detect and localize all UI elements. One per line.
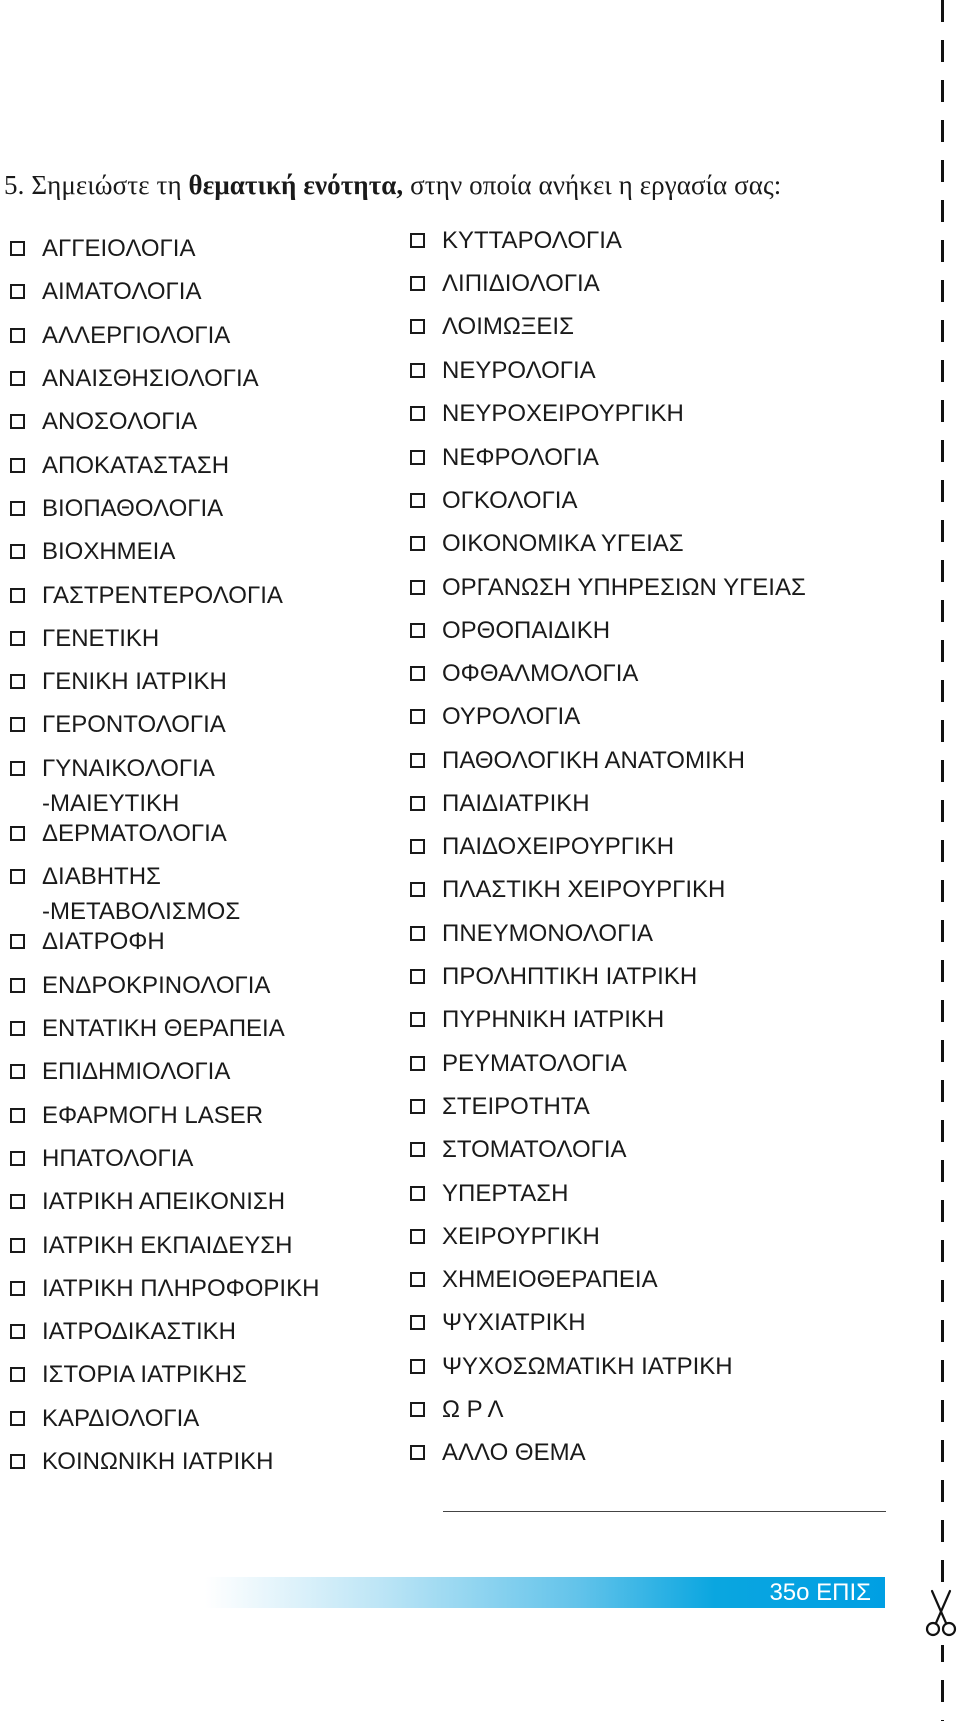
topic-option-label: ΝΕΥΡΟΛΟΓΙΑ xyxy=(442,357,596,384)
topic-option-text xyxy=(442,570,806,605)
topic-option-text xyxy=(442,613,610,648)
checkbox[interactable] xyxy=(10,978,25,993)
topic-option-label: ΑΝΟΣΟΛΟΓΙΑ xyxy=(42,408,198,435)
topic-option-label: ΟΦΘΑΛΜΟΛΟΓΙΑ xyxy=(442,660,639,687)
topic-option-label: ΕΦΑΡΜΟΓΗ LASER xyxy=(42,1102,264,1129)
topic-option[interactable] xyxy=(410,1046,627,1081)
topic-option-text xyxy=(42,1271,319,1306)
topic-option-label: ΟΡΓΑΝΩΣΗ ΥΠΗΡΕΣΙΩΝ ΥΓΕΙΑΣ xyxy=(442,574,806,601)
topic-option-text xyxy=(442,916,653,951)
topic-option-label: ΒΙΟΧΗΜΕΙΑ xyxy=(42,538,176,565)
topic-option-label: ΙΣΤΟΡΙΑ ΙΑΤΡΙΚΗΣ xyxy=(42,1361,247,1388)
topic-option[interactable] xyxy=(10,1011,285,1046)
topic-option-label: ΕΝΤΑΤΙΚΗ ΘΕΡΑΠΕΙΑ xyxy=(42,1015,285,1042)
topic-option-label: ΓΕΡΟΝΤΟΛΟΓΙΑ xyxy=(42,711,226,738)
topic-option-text xyxy=(442,440,599,475)
question-text xyxy=(4,170,781,201)
checkbox[interactable] xyxy=(410,580,425,595)
checkbox[interactable] xyxy=(10,371,25,386)
topic-option[interactable] xyxy=(10,859,240,929)
checkbox[interactable] xyxy=(410,882,425,897)
topic-option-text xyxy=(442,1219,600,1254)
topic-option-label: ΠΑΘΟΛΟΓΙΚΗ ΑΝΑΤΟΜΙΚΗ xyxy=(442,747,745,774)
topic-option-text xyxy=(42,1098,263,1133)
topic-option-text xyxy=(442,396,684,431)
checkbox[interactable] xyxy=(10,1367,25,1382)
topic-option[interactable] xyxy=(410,1349,733,1384)
topic-option[interactable] xyxy=(10,1314,236,1349)
topic-option[interactable] xyxy=(410,1219,600,1254)
topic-option[interactable] xyxy=(410,656,638,691)
checkbox[interactable] xyxy=(10,544,25,559)
topic-option[interactable] xyxy=(410,1176,568,1211)
topic-option-label: ΑΙΜΑΤΟΛΟΓΙΑ xyxy=(42,278,202,305)
topic-option[interactable] xyxy=(10,1184,285,1219)
checkbox[interactable] xyxy=(10,1238,25,1253)
topic-option[interactable] xyxy=(10,1228,292,1263)
topic-option[interactable] xyxy=(410,786,590,821)
checkbox[interactable] xyxy=(410,1402,425,1417)
topic-option-label-continued: -ΜΑΙΕΥΤΙΚΗ xyxy=(42,790,180,817)
checkbox[interactable] xyxy=(10,1151,25,1166)
topic-option[interactable] xyxy=(410,526,684,561)
topic-option-text xyxy=(42,1054,230,1089)
checkbox[interactable] xyxy=(410,796,425,811)
topic-option-label: ΠΥΡΗΝΙΚΗ ΙΑΤΡΙΚΗ xyxy=(442,1006,665,1033)
topic-option-text xyxy=(442,1349,733,1384)
topic-option-label: ΨΥΧΙΑΤΡΙΚΗ xyxy=(442,1309,586,1336)
checkbox[interactable] xyxy=(410,1315,425,1330)
topic-option[interactable] xyxy=(10,578,283,613)
topic-option-label: ΛΟΙΜΩΞΕΙΣ xyxy=(442,313,574,340)
topic-option-text xyxy=(42,621,159,656)
topic-option[interactable] xyxy=(10,274,201,309)
topic-option-label: ΠΡΟΛΗΠΤΙΚΗ ΙΑΤΡΙΚΗ xyxy=(442,963,698,990)
checkbox[interactable] xyxy=(10,1281,25,1296)
topic-option-text xyxy=(42,1357,247,1392)
topic-option-text xyxy=(442,223,622,258)
topic-option[interactable] xyxy=(10,231,195,266)
topic-option-label: ΙΑΤΡΙΚΗ ΑΠΕΙΚΟΝΙΣΗ xyxy=(42,1188,286,1215)
topic-option-label-continued: -ΜΕΤΑΒΟΛΙΣΜΟΣ xyxy=(42,898,241,925)
checkbox[interactable] xyxy=(10,1108,25,1123)
checkbox[interactable] xyxy=(410,969,425,984)
topic-option-text xyxy=(42,491,223,526)
topic-option[interactable] xyxy=(410,1262,658,1297)
topic-option[interactable] xyxy=(10,664,227,699)
topic-option[interactable] xyxy=(410,699,580,734)
checkbox[interactable] xyxy=(410,406,425,421)
checkbox[interactable] xyxy=(410,623,425,638)
topic-option-text xyxy=(442,1305,586,1340)
checkbox[interactable] xyxy=(10,458,25,473)
topic-option-text xyxy=(442,266,600,301)
topic-option[interactable] xyxy=(410,1435,586,1470)
topic-option-label: ΚΥΤΤΑΡΟΛΟΓΙΑ xyxy=(442,227,622,254)
checkbox[interactable] xyxy=(410,493,425,508)
topic-option-text xyxy=(42,1184,285,1219)
topic-option[interactable] xyxy=(410,440,599,475)
checkbox[interactable] xyxy=(10,674,25,689)
topic-option-label: ΝΕΥΡΟΧΕΙΡΟΥΡΓΙΚΗ xyxy=(442,400,684,427)
topic-option-text xyxy=(442,786,590,821)
checkbox[interactable] xyxy=(10,1194,25,1209)
topic-option-label: ΚΑΡΔΙΟΛΟΓΙΑ xyxy=(42,1405,200,1432)
checkbox[interactable] xyxy=(10,1324,25,1339)
checkbox[interactable] xyxy=(410,926,425,941)
topic-option-text xyxy=(42,1314,236,1349)
topic-option-label: ΑΝΑΙΣΘΗΣΙΟΛΟΓΙΑ xyxy=(42,365,259,392)
topic-option-text xyxy=(42,707,226,742)
topic-option[interactable] xyxy=(410,1392,504,1427)
topic-option[interactable] xyxy=(10,1098,263,1133)
topic-option[interactable] xyxy=(10,1444,273,1479)
checkbox[interactable] xyxy=(410,536,425,551)
topic-option-text xyxy=(442,959,697,994)
topic-option-label: ΓΕΝΕΤΙΚΗ xyxy=(42,625,160,652)
checkbox[interactable] xyxy=(410,363,425,378)
topic-option[interactable] xyxy=(410,743,745,778)
topic-option-text xyxy=(42,1011,285,1046)
topic-option[interactable] xyxy=(410,396,684,431)
topic-option-text xyxy=(442,526,684,561)
topic-option-label: ΓΥΝΑΙΚΟΛΟΓΙΑ xyxy=(42,755,215,782)
topic-option[interactable] xyxy=(410,309,574,344)
topic-option[interactable] xyxy=(10,751,215,821)
topic-option-text xyxy=(42,578,283,613)
topic-option[interactable] xyxy=(410,223,622,258)
checkbox[interactable] xyxy=(10,501,25,516)
topic-option-text xyxy=(442,1435,586,1470)
topic-option[interactable] xyxy=(410,959,697,994)
topic-option-text xyxy=(442,1002,664,1037)
topic-option-text xyxy=(442,309,574,344)
checkbox[interactable] xyxy=(410,1142,425,1157)
topic-option-text xyxy=(42,274,201,309)
topic-option-text xyxy=(42,751,215,821)
topic-option[interactable] xyxy=(10,361,259,396)
topic-option-label: ΝΕΦΡΟΛΟΓΙΑ xyxy=(442,444,599,471)
checkbox[interactable] xyxy=(410,1099,425,1114)
topic-option[interactable] xyxy=(10,1271,319,1306)
footer-label: 35ο ΕΠΙΣ xyxy=(769,1579,871,1606)
checkbox[interactable] xyxy=(10,414,25,429)
topic-option-text xyxy=(42,1444,273,1479)
topic-option-label: ΓΕΝΙΚΗ ΙΑΤΡΙΚΗ xyxy=(42,668,227,695)
checkbox[interactable] xyxy=(410,1359,425,1374)
checkbox[interactable] xyxy=(10,1064,25,1079)
topic-option-text xyxy=(442,1392,504,1427)
topic-option-text xyxy=(42,924,165,959)
topic-option-text xyxy=(42,404,197,439)
checkbox[interactable] xyxy=(410,1012,425,1027)
topic-option[interactable] xyxy=(410,872,725,907)
question-text-before: Σημειώστε τη xyxy=(31,170,182,200)
checkbox[interactable] xyxy=(410,1445,425,1460)
topic-option[interactable] xyxy=(10,318,230,353)
topic-option-label: ΒΙΟΠΑΘΟΛΟΓΙΑ xyxy=(42,495,224,522)
question-text-after: στην οποία ανήκει η εργασία σας: xyxy=(410,170,782,200)
topic-option-label: ΟΙΚΟΝΟΜΙΚΑ ΥΓΕΙΑΣ xyxy=(442,530,684,557)
topic-option-label: ΥΠΕΡΤΑΣΗ xyxy=(442,1180,569,1207)
topic-option-label: ΔΕΡΜΑΤΟΛΟΓΙΑ xyxy=(42,820,227,847)
topic-option-label: Ω Ρ Λ xyxy=(442,1396,504,1423)
topic-option-label: ΔΙΑΤΡΟΦΗ xyxy=(42,928,165,955)
checkbox[interactable] xyxy=(410,1272,425,1287)
topic-option[interactable] xyxy=(410,613,610,648)
topic-option[interactable] xyxy=(10,534,175,569)
topic-option-text xyxy=(442,656,638,691)
topic-option-text xyxy=(42,448,229,483)
checkbox[interactable] xyxy=(10,631,25,646)
topic-option-label: ΔΙΑΒΗΤΗΣ xyxy=(42,863,161,890)
checkbox[interactable] xyxy=(10,869,25,884)
topic-option[interactable] xyxy=(10,968,270,1003)
topic-option-text xyxy=(442,1089,590,1124)
topic-option-text xyxy=(42,816,227,851)
topic-option-text xyxy=(442,743,745,778)
topic-option-label: ΚΟΙΝΩΝΙΚΗ ΙΑΤΡΙΚΗ xyxy=(42,1448,274,1475)
topic-option[interactable] xyxy=(410,1002,664,1037)
topic-option-label: ΛΙΠΙΔΙΟΛΟΓΙΑ xyxy=(442,270,600,297)
topic-option-text xyxy=(42,1228,292,1263)
topic-option[interactable] xyxy=(10,621,159,656)
topic-option-text xyxy=(42,968,270,1003)
topic-option-text xyxy=(442,829,674,864)
checkbox[interactable] xyxy=(410,233,425,248)
topic-option-label: ΣΤΕΙΡΟΤΗΤΑ xyxy=(442,1093,590,1120)
checkbox[interactable] xyxy=(410,1229,425,1244)
topic-option-label: ΙΑΤΡΟΔΙΚΑΣΤΙΚΗ xyxy=(42,1318,236,1345)
topic-option[interactable] xyxy=(10,1401,199,1436)
topic-option-label: ΡΕΥΜΑΤΟΛΟΓΙΑ xyxy=(442,1050,627,1077)
topic-option-text xyxy=(442,699,580,734)
checkbox[interactable] xyxy=(410,319,425,334)
topic-option[interactable] xyxy=(410,829,674,864)
topic-option[interactable] xyxy=(10,404,197,439)
topic-option-label: ΟΡΘΟΠΑΙΔΙΚΗ xyxy=(442,617,611,644)
question-emphasis: θεματική ενότητα, xyxy=(188,170,404,200)
topic-option-text xyxy=(442,1046,627,1081)
topic-option-label: ΠΛΑΣΤΙΚΗ ΧΕΙΡΟΥΡΓΙΚΗ xyxy=(442,876,726,903)
checkbox[interactable] xyxy=(410,753,425,768)
topic-option[interactable] xyxy=(410,353,596,388)
topic-option-label: ΟΥΡΟΛΟΓΙΑ xyxy=(442,703,581,730)
checkbox[interactable] xyxy=(10,588,25,603)
topic-option[interactable] xyxy=(410,483,577,518)
checkbox[interactable] xyxy=(10,241,25,256)
topic-option-label: ΑΛΛΟ ΘΕΜΑ xyxy=(442,1439,586,1466)
topic-option[interactable] xyxy=(410,1132,627,1167)
topic-option-label: ΙΑΤΡΙΚΗ ΕΚΠΑΙΔΕΥΣΗ xyxy=(42,1232,293,1259)
cut-line xyxy=(941,0,944,1721)
topic-option[interactable] xyxy=(10,1357,247,1392)
topic-option-label: ΨΥΧΟΣΩΜΑΤΙΚΗ ΙΑΤΡΙΚΗ xyxy=(442,1353,733,1380)
topic-option-text xyxy=(42,1401,199,1436)
topic-option-text xyxy=(42,859,240,929)
topic-option-label: ΙΑΤΡΙΚΗ ΠΛΗΡΟΦΟΡΙΚΗ xyxy=(42,1275,320,1302)
topic-option-label: ΑΓΓΕΙΟΛΟΓΙΑ xyxy=(42,235,196,262)
topic-option-label: ΠΑΙΔΙΑΤΡΙΚΗ xyxy=(442,790,590,817)
topic-option[interactable] xyxy=(410,1089,590,1124)
topic-option-text xyxy=(42,361,259,396)
topic-option-label: ΗΠΑΤΟΛΟΓΙΑ xyxy=(42,1145,194,1172)
checkbox[interactable] xyxy=(10,1021,25,1036)
checkbox[interactable] xyxy=(10,1454,25,1469)
other-topic-write-line[interactable] xyxy=(443,1511,886,1512)
topic-option-text xyxy=(42,231,195,266)
topic-option[interactable] xyxy=(10,707,226,742)
topic-option-text xyxy=(42,534,175,569)
topic-option[interactable] xyxy=(410,266,600,301)
checkbox[interactable] xyxy=(10,717,25,732)
checkbox[interactable] xyxy=(10,826,25,841)
topic-option-label: ΟΓΚΟΛΟΓΙΑ xyxy=(442,487,578,514)
question-number: 5. xyxy=(4,170,25,200)
topic-option[interactable] xyxy=(410,916,653,951)
topic-option-text xyxy=(442,872,725,907)
topic-option[interactable] xyxy=(10,1141,193,1176)
checkbox[interactable] xyxy=(10,328,25,343)
topic-option-label: ΠΝΕΥΜΟΝΟΛΟΓΙΑ xyxy=(442,920,653,947)
topic-option[interactable] xyxy=(410,570,806,605)
topic-option-label: ΧΗΜΕΙΟΘΕΡΑΠΕΙΑ xyxy=(442,1266,658,1293)
footer-banner xyxy=(205,1577,885,1608)
topic-option-label: ΠΑΙΔΟΧΕΙΡΟΥΡΓΙΚΗ xyxy=(442,833,675,860)
topic-option-text xyxy=(442,1132,627,1167)
topic-option-text xyxy=(442,1176,568,1211)
topic-option-label: ΧΕΙΡΟΥΡΓΙΚΗ xyxy=(442,1223,600,1250)
checkbox[interactable] xyxy=(410,1056,425,1071)
topic-option-label: ΑΛΛΕΡΓΙΟΛΟΓΙΑ xyxy=(42,322,231,349)
topic-option-text xyxy=(442,483,577,518)
topic-option[interactable] xyxy=(10,491,223,526)
topic-option-text xyxy=(42,318,230,353)
topic-option[interactable] xyxy=(10,1054,230,1089)
topic-option-label: ΣΤΟΜΑΤΟΛΟΓΙΑ xyxy=(442,1136,627,1163)
topic-option-label: ΕΠΙΔΗΜΙΟΛΟΓΙΑ xyxy=(42,1058,231,1085)
topic-option-text xyxy=(42,1141,193,1176)
checkbox[interactable] xyxy=(10,284,25,299)
checkbox[interactable] xyxy=(10,1411,25,1426)
topic-option-label: ΕΝΔΡΟΚΡΙΝΟΛΟΓΙΑ xyxy=(42,972,271,999)
checkbox[interactable] xyxy=(410,276,425,291)
checkbox[interactable] xyxy=(410,839,425,854)
topic-option-text xyxy=(442,353,596,388)
checkbox[interactable] xyxy=(10,761,25,776)
checkbox[interactable] xyxy=(410,1186,425,1201)
topic-option-label: ΓΑΣΤΡΕΝΤΕΡΟΛΟΓΙΑ xyxy=(42,582,283,609)
scissors-icon xyxy=(921,1585,960,1645)
checkbox[interactable] xyxy=(410,450,425,465)
topic-option-text xyxy=(42,664,227,699)
checkbox[interactable] xyxy=(10,934,25,949)
checkbox[interactable] xyxy=(410,666,425,681)
checkbox[interactable] xyxy=(410,709,425,724)
topic-option-label: ΑΠΟΚΑΤΑΣΤΑΣΗ xyxy=(42,452,230,479)
topic-option[interactable] xyxy=(10,448,229,483)
topic-option[interactable] xyxy=(10,924,165,959)
topic-option[interactable] xyxy=(10,816,227,851)
topic-option[interactable] xyxy=(410,1305,586,1340)
topic-option-text xyxy=(442,1262,658,1297)
